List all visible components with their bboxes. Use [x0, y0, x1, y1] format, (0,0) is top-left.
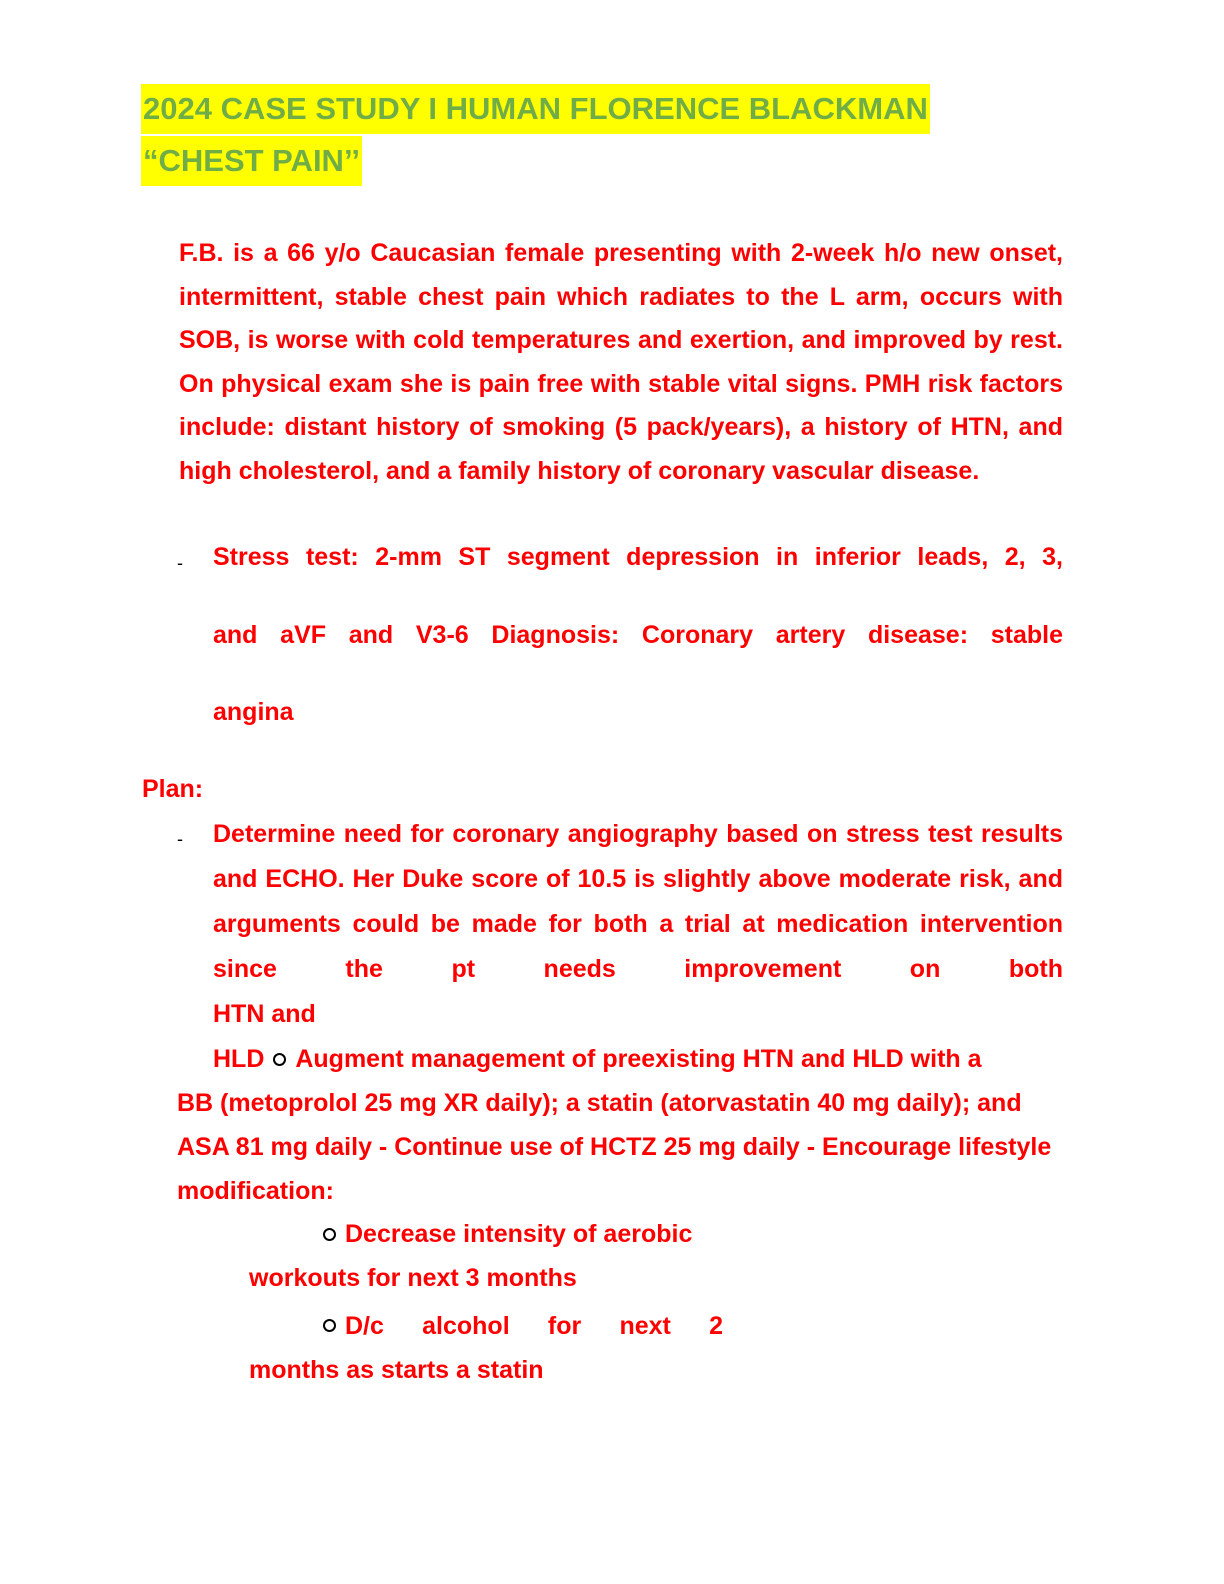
bullet-dash: - [177, 829, 183, 849]
sub-bullet-continuation: months as starts a statin [249, 1356, 544, 1384]
title-line-2: “CHEST PAIN’’ [141, 136, 362, 186]
stress-line-3: angina [213, 698, 294, 726]
sub-bullet-line [249, 1212, 729, 1256]
word: D/c [345, 1312, 384, 1340]
management-first-line [177, 1037, 1057, 1081]
circle-bullet-icon [323, 1228, 336, 1241]
sub-bullet-aerobic [249, 1212, 729, 1300]
sub-bullet-continuation: workouts for next 3 months [249, 1264, 577, 1292]
plan-item-text-end: HTN and [213, 1000, 316, 1028]
word: alcohol [422, 1312, 510, 1340]
title-line-1: 2024 CASE STUDY I HUMAN FLORENCE BLACKMAN [141, 84, 930, 134]
sub-bullet-alcohol [249, 1304, 729, 1392]
circle-bullet-icon [323, 1319, 336, 1332]
plan-heading: Plan: [142, 775, 204, 803]
sub-bullet-words [345, 1304, 723, 1348]
plan-item-angiography [213, 812, 1063, 1037]
sub-bullet-text: Decrease intensity of aerobic [345, 1220, 693, 1248]
circle-bullet-icon [273, 1053, 286, 1066]
management-body: BB (metoprolol 25 mg XR daily); a statin (atorvastatin 40 mg daily); and ASA 81 mg daily - Continue use of HCTZ 25 mg daily - Encourage lifestyle modification: [177, 1089, 1052, 1205]
management-lead: Augment management of preexisting HTN and HLD with a [295, 1045, 982, 1073]
management-paragraph [177, 1037, 1057, 1213]
stress-line-1: Stress test: 2-mm ST segment depression in inferior leads, 2, 3, [213, 543, 1063, 571]
plan-item-text: Determine need for coronary angiography based on stress test results and ECHO. Her Duke score of 10.5 is slightly above moderate risk, and arguments could be made for both a trial at medication intervention since the pt needs improvement on both [213, 820, 1063, 983]
word: next [619, 1312, 671, 1340]
document-title [141, 84, 1041, 188]
bullet-dash: - [177, 553, 183, 573]
sub-bullet-line [249, 1304, 729, 1348]
stress-test-item [213, 538, 1063, 731]
case-intro-paragraph: F.B. is a 66 y/o Caucasian female presenting with 2-week h/o new onset, intermittent, stable chest pain which radiates to the L arm, occurs with SOB, is worse with cold temperatures and exertion, and improved by rest. On physical exam she is pain free with stable vital signs. PMH risk factors include: distant history of smoking (5 pack/years), a history of HTN, and high cholesterol, and a family history of coronary vascular disease. [179, 239, 1063, 485]
hld-label: HLD [213, 1045, 265, 1073]
stress-line-2: and aVF and V3-6 Diagnosis: Coronary artery disease: stable [213, 620, 1063, 649]
word: for [547, 1312, 582, 1340]
word: 2 [709, 1312, 723, 1340]
